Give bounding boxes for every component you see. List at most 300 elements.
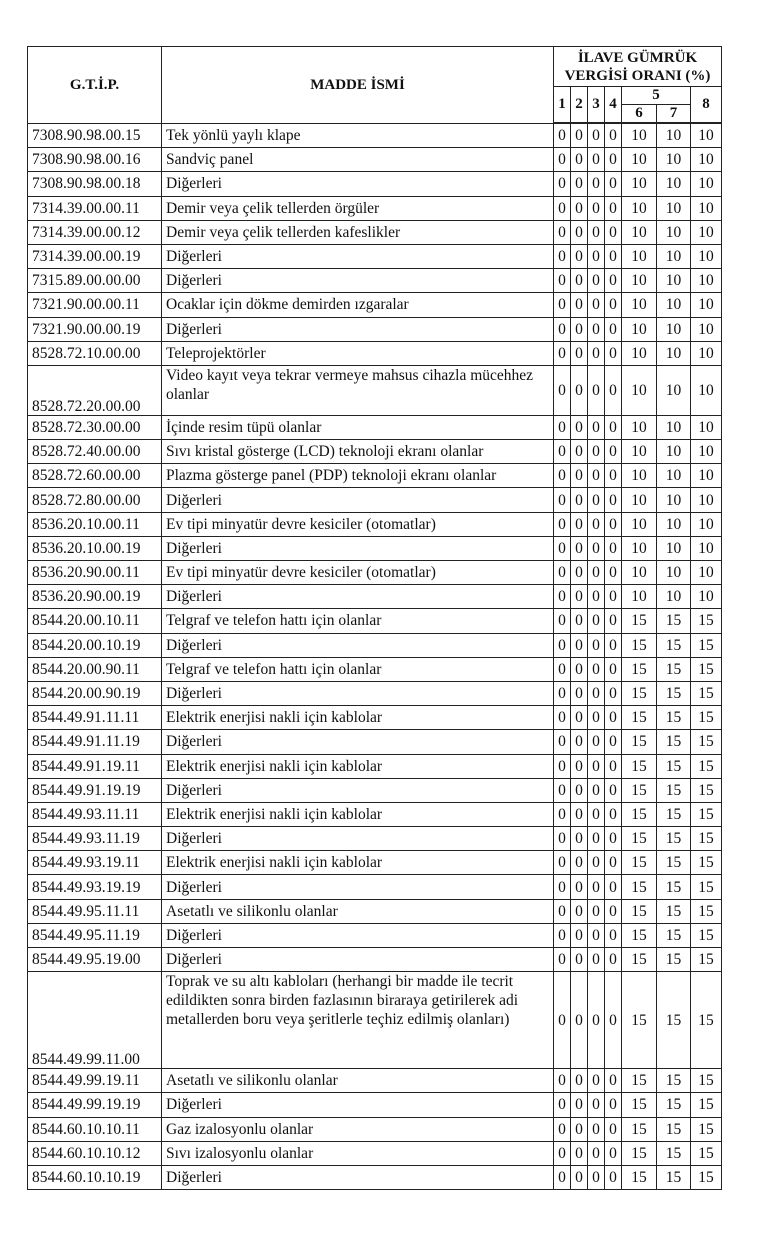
table-row xyxy=(28,341,722,365)
madde-name: Elektrik enerjisi nakli için kablolar xyxy=(162,851,554,875)
table-row xyxy=(28,124,722,148)
rate-value-col-4: 0 xyxy=(605,536,622,560)
rate-value-col-7: 15 xyxy=(657,657,691,681)
rate-value-col-1: 0 xyxy=(554,1069,571,1093)
rate-value-col-7: 15 xyxy=(657,875,691,899)
table-row xyxy=(28,657,722,681)
madde-name: Diğerleri xyxy=(162,827,554,851)
gtip-code: 8536.20.90.00.19 xyxy=(28,585,162,609)
rate-value-col-7: 15 xyxy=(657,827,691,851)
madde-header: MADDE İSMİ xyxy=(162,47,554,124)
gtip-code: 7321.90.00.00.19 xyxy=(28,317,162,341)
rate-value-col-6: 15 xyxy=(622,1093,657,1117)
rate-value-col-6: 15 xyxy=(622,1165,657,1189)
rate-value-col-4: 0 xyxy=(605,681,622,705)
table-row xyxy=(28,196,722,220)
rate-value-col-1: 0 xyxy=(554,172,571,196)
rate-value-col-6: 15 xyxy=(622,948,657,972)
rate-value-col-4: 0 xyxy=(605,341,622,365)
rate-header-line2: VERGİSİ ORANI (%) xyxy=(564,67,711,84)
table-row xyxy=(28,778,722,802)
rate-value-col-3: 0 xyxy=(588,730,605,754)
table-row xyxy=(28,440,722,464)
rate-value-col-7: 15 xyxy=(657,730,691,754)
gtip-code: 8544.49.95.11.19 xyxy=(28,923,162,947)
rate-value-col-3: 0 xyxy=(588,220,605,244)
rate-value-col-8: 10 xyxy=(691,365,722,415)
gtip-code: 8528.72.10.00.00 xyxy=(28,341,162,365)
gtip-code: 8544.20.00.90.11 xyxy=(28,657,162,681)
madde-name: Elektrik enerjisi nakli için kablolar xyxy=(162,754,554,778)
rate-value-col-8: 15 xyxy=(691,657,722,681)
rate-value-col-7: 15 xyxy=(657,802,691,826)
rate-value-col-7: 15 xyxy=(657,972,691,1069)
table-row xyxy=(28,923,722,947)
table-row xyxy=(28,317,722,341)
rate-value-col-8: 10 xyxy=(691,415,722,439)
rate-value-col-4: 0 xyxy=(605,512,622,536)
rate-value-col-3: 0 xyxy=(588,1165,605,1189)
rate-value-col-8: 15 xyxy=(691,633,722,657)
rate-value-col-4: 0 xyxy=(605,1117,622,1141)
madde-name: Diğerleri xyxy=(162,1093,554,1117)
rate-value-col-3: 0 xyxy=(588,851,605,875)
rate-value-col-6: 10 xyxy=(622,148,657,172)
rate-value-col-8: 10 xyxy=(691,512,722,536)
table-row xyxy=(28,269,722,293)
table-row xyxy=(28,899,722,923)
table-row xyxy=(28,1069,722,1093)
rate-value-col-4: 0 xyxy=(605,827,622,851)
rate-value-col-3: 0 xyxy=(588,464,605,488)
rate-value-col-8: 15 xyxy=(691,851,722,875)
madde-name: Gaz izalosyonlu olanlar xyxy=(162,1117,554,1141)
rate-value-col-4: 0 xyxy=(605,585,622,609)
gtip-code: 8544.49.91.19.11 xyxy=(28,754,162,778)
rate-value-col-8: 15 xyxy=(691,1093,722,1117)
rate-value-col-7: 10 xyxy=(657,585,691,609)
rate-value-col-3: 0 xyxy=(588,561,605,585)
table-row xyxy=(28,802,722,826)
rate-value-col-7: 10 xyxy=(657,293,691,317)
rate-value-col-6: 10 xyxy=(622,196,657,220)
rate-value-col-3: 0 xyxy=(588,488,605,512)
rate-value-col-8: 10 xyxy=(691,293,722,317)
rate-value-col-2: 0 xyxy=(571,1069,588,1093)
table-row xyxy=(28,1093,722,1117)
rate-value-col-4: 0 xyxy=(605,851,622,875)
rate-value-col-2: 0 xyxy=(571,341,588,365)
madde-name: Sandviç panel xyxy=(162,148,554,172)
rate-value-col-2: 0 xyxy=(571,681,588,705)
madde-name: Ocaklar için dökme demirden ızgaralar xyxy=(162,293,554,317)
rate-value-col-8: 10 xyxy=(691,124,722,148)
madde-name: Diğerleri xyxy=(162,536,554,560)
rate-value-col-2: 0 xyxy=(571,706,588,730)
rate-value-col-8: 15 xyxy=(691,754,722,778)
gtip-code: 8544.20.00.10.11 xyxy=(28,609,162,633)
rate-value-col-4: 0 xyxy=(605,293,622,317)
rate-value-col-1: 0 xyxy=(554,657,571,681)
rate-value-col-2: 0 xyxy=(571,512,588,536)
rate-value-col-1: 0 xyxy=(554,972,571,1069)
gtip-code: 8544.49.91.19.19 xyxy=(28,778,162,802)
rate-value-col-6: 15 xyxy=(622,851,657,875)
rate-value-col-7: 15 xyxy=(657,681,691,705)
madde-name: Asetatlı ve silikonlu olanlar xyxy=(162,1069,554,1093)
rate-value-col-1: 0 xyxy=(554,341,571,365)
rate-value-col-7: 10 xyxy=(657,244,691,268)
rate-value-col-8: 10 xyxy=(691,536,722,560)
rate-value-col-6: 15 xyxy=(622,778,657,802)
rate-value-col-8: 10 xyxy=(691,148,722,172)
rate-value-col-8: 10 xyxy=(691,244,722,268)
rate-value-col-7: 10 xyxy=(657,365,691,415)
rate-value-col-1: 0 xyxy=(554,681,571,705)
rate-value-col-3: 0 xyxy=(588,293,605,317)
col-3-header: 3 xyxy=(588,87,605,123)
rate-value-col-6: 10 xyxy=(622,317,657,341)
rate-value-col-7: 15 xyxy=(657,1069,691,1093)
rate-value-col-6: 15 xyxy=(622,706,657,730)
rate-value-col-8: 15 xyxy=(691,1069,722,1093)
rate-value-col-2: 0 xyxy=(571,244,588,268)
rate-value-col-7: 15 xyxy=(657,899,691,923)
rate-value-col-2: 0 xyxy=(571,365,588,415)
rate-value-col-3: 0 xyxy=(588,317,605,341)
rate-value-col-7: 10 xyxy=(657,512,691,536)
gtip-code: 8544.49.91.11.19 xyxy=(28,730,162,754)
rate-value-col-8: 10 xyxy=(691,440,722,464)
madde-name: Diğerleri xyxy=(162,244,554,268)
rate-value-col-4: 0 xyxy=(605,802,622,826)
madde-name: Demir veya çelik tellerden kafeslikler xyxy=(162,220,554,244)
rate-value-col-1: 0 xyxy=(554,244,571,268)
rate-value-col-2: 0 xyxy=(571,440,588,464)
rate-value-col-4: 0 xyxy=(605,1093,622,1117)
rate-value-col-7: 15 xyxy=(657,851,691,875)
rate-value-col-8: 10 xyxy=(691,317,722,341)
rate-value-col-2: 0 xyxy=(571,948,588,972)
madde-name: Diğerleri xyxy=(162,875,554,899)
rate-value-col-4: 0 xyxy=(605,488,622,512)
rate-value-col-1: 0 xyxy=(554,365,571,415)
rate-value-col-3: 0 xyxy=(588,972,605,1069)
rate-value-col-6: 15 xyxy=(622,609,657,633)
rate-value-col-4: 0 xyxy=(605,317,622,341)
gtip-code: 8544.60.10.10.11 xyxy=(28,1117,162,1141)
rate-value-col-4: 0 xyxy=(605,124,622,148)
rate-value-col-1: 0 xyxy=(554,415,571,439)
rate-value-col-7: 15 xyxy=(657,1117,691,1141)
rate-value-col-6: 10 xyxy=(622,365,657,415)
rate-group-header xyxy=(554,47,722,87)
rate-value-col-1: 0 xyxy=(554,293,571,317)
gtip-code: 8528.72.20.00.00 xyxy=(28,365,162,415)
rate-value-col-6: 15 xyxy=(622,754,657,778)
rate-value-col-2: 0 xyxy=(571,778,588,802)
rate-value-col-6: 10 xyxy=(622,124,657,148)
rate-value-col-2: 0 xyxy=(571,754,588,778)
gtip-code: 8544.49.99.19.19 xyxy=(28,1093,162,1117)
col-2-header: 2 xyxy=(571,87,588,123)
rate-value-col-4: 0 xyxy=(605,657,622,681)
madde-name: Plazma gösterge panel (PDP) teknoloji ekranı olanlar xyxy=(162,464,554,488)
rate-value-col-1: 0 xyxy=(554,488,571,512)
rate-value-col-6: 15 xyxy=(622,681,657,705)
rate-value-col-1: 0 xyxy=(554,220,571,244)
rate-value-col-4: 0 xyxy=(605,1141,622,1165)
madde-name: Ev tipi minyatür devre kesiciler (otomatlar) xyxy=(162,512,554,536)
rate-value-col-2: 0 xyxy=(571,875,588,899)
madde-name: Diğerleri xyxy=(162,778,554,802)
rate-value-col-7: 15 xyxy=(657,1165,691,1189)
gtip-code: 8544.49.99.11.00 xyxy=(28,972,162,1069)
gtip-code: 8528.72.60.00.00 xyxy=(28,464,162,488)
rate-value-col-3: 0 xyxy=(588,512,605,536)
table-header xyxy=(28,47,722,124)
rate-value-col-2: 0 xyxy=(571,899,588,923)
rate-value-col-4: 0 xyxy=(605,754,622,778)
rate-value-col-8: 10 xyxy=(691,220,722,244)
rate-value-col-1: 0 xyxy=(554,754,571,778)
rate-value-col-2: 0 xyxy=(571,1165,588,1189)
gtip-code: 8544.49.93.11.19 xyxy=(28,827,162,851)
rate-value-col-6: 15 xyxy=(622,875,657,899)
rate-value-col-3: 0 xyxy=(588,148,605,172)
rate-value-col-6: 15 xyxy=(622,1141,657,1165)
madde-name: Telgraf ve telefon hattı için olanlar xyxy=(162,657,554,681)
rate-value-col-6: 15 xyxy=(622,1069,657,1093)
rate-value-col-6: 15 xyxy=(622,730,657,754)
rate-value-col-3: 0 xyxy=(588,875,605,899)
rate-value-col-4: 0 xyxy=(605,875,622,899)
madde-name: Diğerleri xyxy=(162,948,554,972)
rate-value-col-1: 0 xyxy=(554,875,571,899)
rate-value-col-4: 0 xyxy=(605,1165,622,1189)
rate-value-col-1: 0 xyxy=(554,512,571,536)
madde-name: Diğerleri xyxy=(162,317,554,341)
rate-value-col-6: 10 xyxy=(622,172,657,196)
madde-name: Diğerleri xyxy=(162,269,554,293)
madde-name: Diğerleri xyxy=(162,681,554,705)
rate-value-col-4: 0 xyxy=(605,244,622,268)
rate-value-col-3: 0 xyxy=(588,196,605,220)
rate-value-col-8: 10 xyxy=(691,172,722,196)
rate-value-col-6: 10 xyxy=(622,244,657,268)
table-row xyxy=(28,172,722,196)
rate-value-col-4: 0 xyxy=(605,948,622,972)
rate-value-col-2: 0 xyxy=(571,1141,588,1165)
rate-value-col-6: 10 xyxy=(622,293,657,317)
table-row xyxy=(28,851,722,875)
rate-value-col-4: 0 xyxy=(605,172,622,196)
table-row xyxy=(28,293,722,317)
rate-value-col-8: 15 xyxy=(691,681,722,705)
rate-value-col-3: 0 xyxy=(588,657,605,681)
tariff-table xyxy=(27,46,722,1190)
madde-name: Telgraf ve telefon hattı için olanlar xyxy=(162,609,554,633)
table-body xyxy=(28,124,722,1190)
rate-value-col-6: 15 xyxy=(622,657,657,681)
rate-value-col-2: 0 xyxy=(571,585,588,609)
table-row xyxy=(28,609,722,633)
rate-value-col-7: 10 xyxy=(657,440,691,464)
gtip-code: 7308.90.98.00.15 xyxy=(28,124,162,148)
table-row xyxy=(28,561,722,585)
rate-value-col-1: 0 xyxy=(554,1093,571,1117)
gtip-code: 8528.72.80.00.00 xyxy=(28,488,162,512)
rate-value-col-8: 15 xyxy=(691,972,722,1069)
rate-value-col-6: 10 xyxy=(622,585,657,609)
rate-value-col-1: 0 xyxy=(554,827,571,851)
rate-value-col-2: 0 xyxy=(571,196,588,220)
rate-value-col-1: 0 xyxy=(554,730,571,754)
rate-value-col-3: 0 xyxy=(588,681,605,705)
rate-value-col-1: 0 xyxy=(554,269,571,293)
gtip-code: 7308.90.98.00.16 xyxy=(28,148,162,172)
rate-value-col-1: 0 xyxy=(554,948,571,972)
rate-value-col-3: 0 xyxy=(588,172,605,196)
table-row xyxy=(28,1117,722,1141)
col-4-header: 4 xyxy=(605,87,622,123)
rate-value-col-8: 10 xyxy=(691,269,722,293)
madde-name: Sıvı izalosyonlu olanlar xyxy=(162,1141,554,1165)
gtip-code: 8544.49.93.19.19 xyxy=(28,875,162,899)
rate-value-col-4: 0 xyxy=(605,1069,622,1093)
rate-value-col-7: 10 xyxy=(657,536,691,560)
rate-value-col-3: 0 xyxy=(588,948,605,972)
rate-value-col-7: 10 xyxy=(657,196,691,220)
table-row xyxy=(28,681,722,705)
rate-value-col-3: 0 xyxy=(588,802,605,826)
rate-value-col-3: 0 xyxy=(588,365,605,415)
rate-value-col-2: 0 xyxy=(571,415,588,439)
rate-value-col-6: 10 xyxy=(622,488,657,512)
table-row xyxy=(28,633,722,657)
rate-value-col-1: 0 xyxy=(554,124,571,148)
rate-value-col-4: 0 xyxy=(605,220,622,244)
rate-value-col-8: 15 xyxy=(691,802,722,826)
rate-value-col-8: 15 xyxy=(691,778,722,802)
gtip-code: 8536.20.90.00.11 xyxy=(28,561,162,585)
rate-value-col-8: 15 xyxy=(691,827,722,851)
rate-value-col-1: 0 xyxy=(554,1117,571,1141)
madde-name: İçinde resim tüpü olanlar xyxy=(162,415,554,439)
rate-value-col-8: 10 xyxy=(691,196,722,220)
madde-name: Elektrik enerjisi nakli için kablolar xyxy=(162,706,554,730)
rate-value-col-2: 0 xyxy=(571,633,588,657)
rate-value-col-1: 0 xyxy=(554,196,571,220)
gtip-code: 8544.20.00.10.19 xyxy=(28,633,162,657)
gtip-code: 8528.72.30.00.00 xyxy=(28,415,162,439)
gtip-code: 8544.49.91.11.11 xyxy=(28,706,162,730)
gtip-code: 8544.20.00.90.19 xyxy=(28,681,162,705)
rate-value-col-6: 15 xyxy=(622,923,657,947)
rate-value-col-1: 0 xyxy=(554,706,571,730)
madde-name: Diğerleri xyxy=(162,1165,554,1189)
rate-value-col-4: 0 xyxy=(605,972,622,1069)
rate-value-col-2: 0 xyxy=(571,488,588,512)
madde-name: Diğerleri xyxy=(162,730,554,754)
rate-value-col-3: 0 xyxy=(588,923,605,947)
col-6-header: 6 xyxy=(622,105,657,123)
rate-value-col-6: 10 xyxy=(622,561,657,585)
rate-value-col-7: 15 xyxy=(657,778,691,802)
madde-name: Sıvı kristal gösterge (LCD) teknoloji ekranı olanlar xyxy=(162,440,554,464)
rate-value-col-3: 0 xyxy=(588,440,605,464)
table-row xyxy=(28,536,722,560)
table-row xyxy=(28,488,722,512)
gtip-code: 7314.39.00.00.11 xyxy=(28,196,162,220)
rate-value-col-1: 0 xyxy=(554,899,571,923)
gtip-code: 8544.60.10.10.19 xyxy=(28,1165,162,1189)
rate-value-col-7: 10 xyxy=(657,124,691,148)
rate-value-col-8: 15 xyxy=(691,609,722,633)
rate-value-col-1: 0 xyxy=(554,1141,571,1165)
rate-header-line1: İLAVE GÜMRÜK xyxy=(577,49,698,66)
table-row xyxy=(28,464,722,488)
rate-value-col-8: 15 xyxy=(691,899,722,923)
rate-value-col-8: 10 xyxy=(691,464,722,488)
rate-value-col-6: 10 xyxy=(622,415,657,439)
rate-value-col-3: 0 xyxy=(588,778,605,802)
rate-value-col-2: 0 xyxy=(571,561,588,585)
madde-name: Diğerleri xyxy=(162,923,554,947)
rate-value-col-3: 0 xyxy=(588,244,605,268)
rate-value-col-8: 15 xyxy=(691,923,722,947)
rate-value-col-7: 10 xyxy=(657,415,691,439)
table-row xyxy=(28,948,722,972)
rate-value-col-1: 0 xyxy=(554,851,571,875)
gtip-header: G.T.İ.P. xyxy=(28,47,162,124)
col-7-header: 7 xyxy=(657,105,691,123)
rate-value-col-2: 0 xyxy=(571,802,588,826)
rate-value-col-3: 0 xyxy=(588,609,605,633)
rate-value-col-4: 0 xyxy=(605,730,622,754)
col-1-header: 1 xyxy=(554,87,571,123)
rate-value-col-8: 10 xyxy=(691,585,722,609)
rate-value-col-7: 10 xyxy=(657,220,691,244)
rate-value-col-4: 0 xyxy=(605,440,622,464)
rate-value-col-3: 0 xyxy=(588,1093,605,1117)
rate-value-col-3: 0 xyxy=(588,1117,605,1141)
rate-value-col-7: 15 xyxy=(657,754,691,778)
rate-value-col-7: 10 xyxy=(657,341,691,365)
rate-value-col-6: 15 xyxy=(622,899,657,923)
rate-value-col-7: 10 xyxy=(657,269,691,293)
rate-value-col-1: 0 xyxy=(554,536,571,560)
rate-value-col-8: 15 xyxy=(691,706,722,730)
rate-value-col-6: 15 xyxy=(622,1117,657,1141)
table-row xyxy=(28,730,722,754)
col-8-header: 8 xyxy=(691,87,722,123)
madde-name: Video kayıt veya tekrar vermeye mahsus cihazla mücehhez olanlar xyxy=(162,365,554,415)
rate-value-col-2: 0 xyxy=(571,923,588,947)
rate-value-col-1: 0 xyxy=(554,464,571,488)
table-row xyxy=(28,220,722,244)
table-row xyxy=(28,754,722,778)
gtip-code: 8544.49.93.11.11 xyxy=(28,802,162,826)
rate-value-col-7: 15 xyxy=(657,948,691,972)
rate-value-col-8: 15 xyxy=(691,875,722,899)
rate-value-col-7: 10 xyxy=(657,148,691,172)
rate-value-col-6: 10 xyxy=(622,341,657,365)
rate-value-col-4: 0 xyxy=(605,633,622,657)
rate-value-col-3: 0 xyxy=(588,585,605,609)
rate-value-col-6: 15 xyxy=(622,972,657,1069)
rate-value-col-2: 0 xyxy=(571,464,588,488)
